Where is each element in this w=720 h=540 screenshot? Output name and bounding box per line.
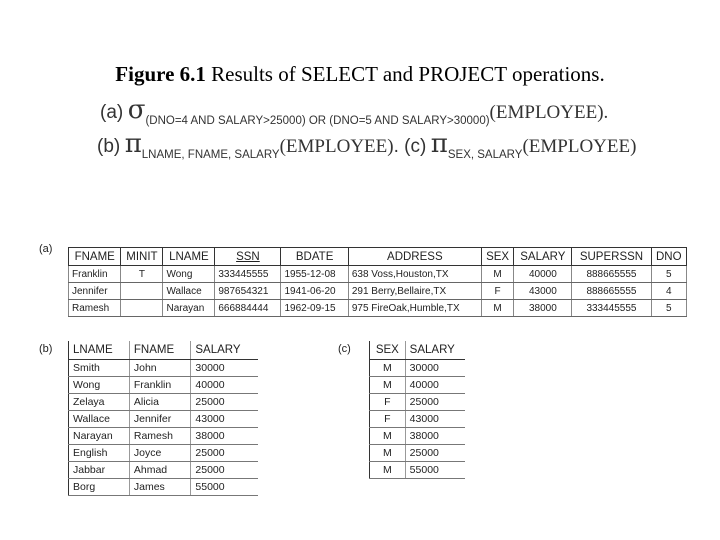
table-cell: Borg (69, 479, 130, 496)
column-header: SEX (481, 248, 513, 266)
column-header: DNO (651, 248, 686, 266)
table-cell: Ramesh (129, 428, 191, 445)
table-cell: 43000 (405, 411, 465, 428)
table-row (69, 360, 259, 377)
table-cell: 30000 (191, 360, 258, 377)
table-cell: 4 (651, 283, 686, 300)
table-cell: 38000 (405, 428, 465, 445)
column-header: SEX (370, 341, 406, 360)
column-header: SALARY (405, 341, 465, 360)
table-cell: Wong (163, 266, 215, 283)
table-cell: Wong (69, 377, 130, 394)
table-cell: 291 Berry,Bellaire,TX (348, 283, 481, 300)
table-cell: 40000 (514, 266, 572, 283)
table-cell: M (370, 445, 406, 462)
table-cell: Alicia (129, 394, 191, 411)
table-row (370, 360, 466, 377)
table-cell: T (121, 266, 163, 283)
table-cell: 1962-09-15 (281, 300, 348, 317)
table-cell: Zelaya (69, 394, 130, 411)
table-row (370, 462, 466, 479)
table-row (370, 394, 466, 411)
column-header: FNAME (129, 341, 191, 360)
table-cell: F (370, 394, 406, 411)
table-cell: 25000 (191, 462, 258, 479)
table-header-row (69, 341, 259, 360)
formula-a-label: (a) (100, 102, 124, 123)
table-cell: M (370, 377, 406, 394)
project-relation-c: (EMPLOYEE) (522, 136, 637, 157)
sigma-symbol: σ (127, 95, 146, 125)
table-cell (121, 300, 163, 317)
table-cell: 25000 (405, 394, 465, 411)
column-header: LNAME (69, 341, 130, 360)
column-header: LNAME (163, 248, 215, 266)
table-cell: Jennifer (129, 411, 191, 428)
table-cell: 333445555 (572, 300, 651, 317)
table-header-row (69, 248, 687, 266)
project-lname-fname-salary-table (68, 341, 258, 496)
table-cell: Ahmad (129, 462, 191, 479)
table-row (69, 428, 259, 445)
formula-select (100, 95, 608, 125)
pi-symbol: π (124, 129, 142, 159)
table-cell: Jennifer (69, 283, 121, 300)
table-cell: M (370, 428, 406, 445)
table-cell: James (129, 479, 191, 496)
table-row (69, 479, 259, 496)
table-row (69, 462, 259, 479)
table-row (370, 377, 466, 394)
table-row (69, 394, 259, 411)
formula-project (97, 129, 636, 159)
table-cell: M (481, 266, 513, 283)
table-row (370, 411, 466, 428)
table-cell: 38000 (191, 428, 258, 445)
table-cell: Jabbar (69, 462, 130, 479)
pi-symbol-c: π (430, 129, 448, 159)
table-cell: 30000 (405, 360, 465, 377)
table-cell: 333445555 (215, 266, 281, 283)
select-relation: (EMPLOYEE) (489, 102, 604, 123)
figure-label-b: (b) (39, 343, 53, 355)
table-cell: Wallace (69, 411, 130, 428)
table-cell: M (370, 462, 406, 479)
table-row (69, 266, 687, 283)
project-relation-b: (EMPLOYEE) (279, 136, 394, 157)
table-cell: Narayan (69, 428, 130, 445)
table-row (69, 445, 259, 462)
formula-b-label: (b) (97, 136, 121, 157)
table-cell: 1941-06-20 (281, 283, 348, 300)
select-condition: (DNO=4 AND SALARY>25000) OR (DNO=5 AND SALARY>30000) (145, 115, 490, 127)
table-cell: Joyce (129, 445, 191, 462)
table-cell: 25000 (405, 445, 465, 462)
table-cell: 43000 (191, 411, 258, 428)
table-cell: 987654321 (215, 283, 281, 300)
table-cell: 666884444 (215, 300, 281, 317)
table-row (370, 428, 466, 445)
table-cell: Ramesh (69, 300, 121, 317)
column-header: MINIT (121, 248, 163, 266)
table-cell: F (481, 283, 513, 300)
table-header-row (370, 341, 466, 360)
table-cell: 40000 (405, 377, 465, 394)
formula-c-label: . (c) (393, 136, 427, 157)
table-cell: 5 (651, 266, 686, 283)
table-row (69, 300, 687, 317)
project-sex-salary-table (369, 341, 465, 479)
table-cell: English (69, 445, 130, 462)
table-cell: F (370, 411, 406, 428)
figure-label-c: (c) (338, 343, 351, 355)
table-row (69, 283, 687, 300)
table-cell: John (129, 360, 191, 377)
project-attributes-b: LNAME, FNAME, SALARY (141, 149, 280, 161)
column-header: FNAME (69, 248, 121, 266)
table-cell: 25000 (191, 445, 258, 462)
column-header: SUPERSSN (572, 248, 651, 266)
column-header: SSN (215, 248, 281, 266)
table-cell: M (481, 300, 513, 317)
figure-label-a: (a) (39, 243, 53, 255)
table-cell: Franklin (129, 377, 191, 394)
table-cell: 5 (651, 300, 686, 317)
figure-number: Figure 6.1 (115, 62, 206, 86)
formula-a-end: . (603, 102, 609, 123)
table-row (370, 445, 466, 462)
table-cell: Smith (69, 360, 130, 377)
table-cell: Narayan (163, 300, 215, 317)
table-cell: 888665555 (572, 283, 651, 300)
table-row (69, 377, 259, 394)
column-header: BDATE (281, 248, 348, 266)
table-cell: 55000 (191, 479, 258, 496)
table-cell: Wallace (163, 283, 215, 300)
project-attributes-c: SEX, SALARY (447, 149, 523, 161)
result-figure (37, 177, 689, 496)
table-cell: 38000 (514, 300, 572, 317)
table-cell: M (370, 360, 406, 377)
table-cell: 25000 (191, 394, 258, 411)
table-cell (121, 283, 163, 300)
figure-caption: Results of SELECT and PROJECT operations. (205, 62, 605, 86)
table-cell: 638 Voss,Houston,TX (348, 266, 481, 283)
table-cell: 888665555 (572, 266, 651, 283)
table-cell: Franklin (69, 266, 121, 283)
table-cell: 975 FireOak,Humble,TX (348, 300, 481, 317)
table-cell: 55000 (405, 462, 465, 479)
select-result-table (68, 247, 687, 317)
column-header: SALARY (191, 341, 258, 360)
table-cell: 1955-12-08 (281, 266, 348, 283)
table-row (69, 411, 259, 428)
page-title (0, 62, 720, 87)
table-cell: 43000 (514, 283, 572, 300)
column-header: ADDRESS (348, 248, 481, 266)
column-header: SALARY (514, 248, 572, 266)
table-cell: 40000 (191, 377, 258, 394)
